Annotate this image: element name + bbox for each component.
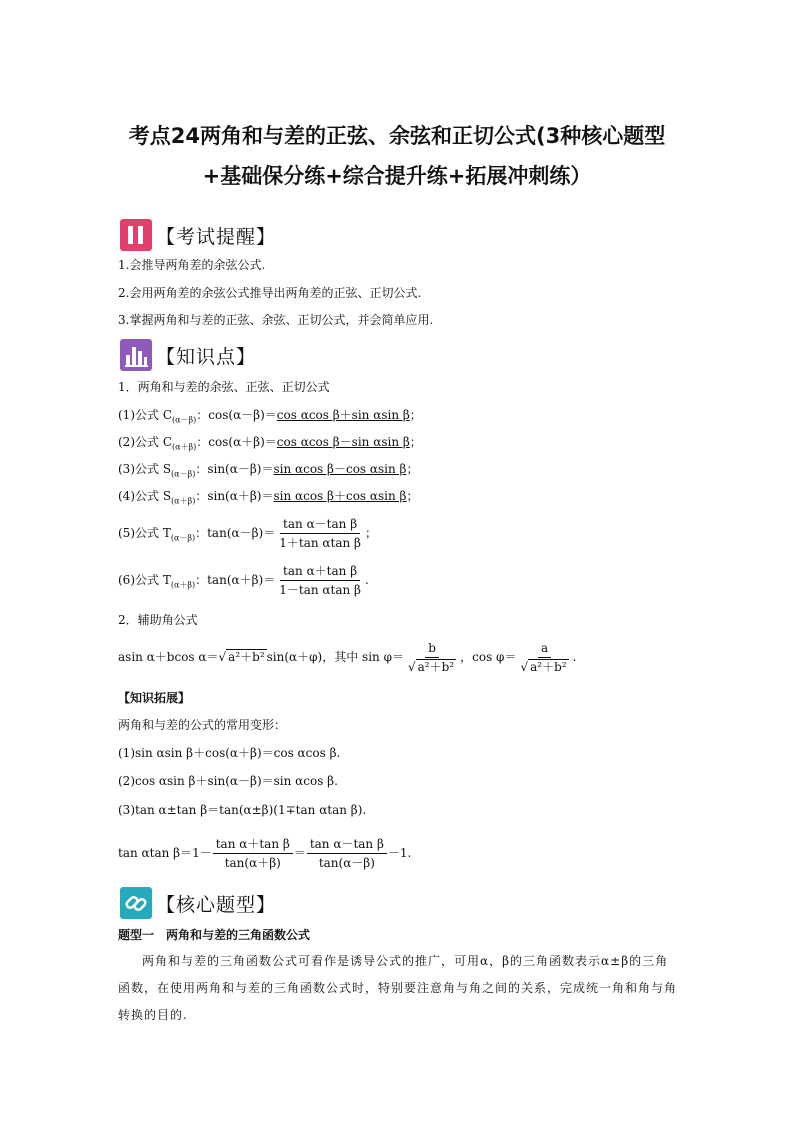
formula-t-plus: (6)公式 $T_{(\alpha+\beta)}$：tan(α＋β)＝ $\frac{\text{tan α＋tan β}}{\text{1－tan αtan β}}$ . (118, 564, 369, 597)
extension-item-3: (3)tan α±tan β＝tan(α±β)(1∓tan αtan β). (118, 803, 367, 817)
section-label-knowledge: 【知识点】 (156, 345, 257, 368)
formula-s-plus: (4)公式 $S_{(\alpha+\beta)}$：sin(α＋β)＝sin αcos β＋cos αsin β； (118, 489, 419, 506)
fraction: $\frac{\text{tan α－tan β}}{\tan(\alpha-\beta)}$ (307, 836, 387, 871)
knowledge-heading-2: 2．辅助角公式 (118, 613, 198, 627)
bar-chart-icon (120, 339, 152, 371)
extension-heading: 【知识拓展】 (118, 691, 191, 705)
formula-s-minus: (3)公式 $S_{(\alpha-\beta)}$：sin(α－β)＝sin αcos β－cos αsin β； (118, 462, 419, 479)
reminder-item-1: 1.会推导两角差的余弦公式. (118, 258, 266, 272)
reminder-item-3: 3.掌握两角和与差的正弦、余弦、正切公式，并会简单应用. (118, 313, 434, 327)
section-header-knowledge (120, 338, 256, 372)
auxiliary-angle-formula: asin α＋bcos α＝√ a²＋b² sin(α＋φ)，其中 sin φ＝ $\frac{b}{\text{√ a²＋b²}}$ ，cos φ＝ $\frac{a}{\text{√ a²＋b²}}$ . (118, 641, 577, 674)
formula-c-plus: (2)公式 $C_{(\alpha+\beta)}$：cos(α＋β)＝cos αcos β－sin αsin β； (118, 435, 422, 452)
fraction: $\frac{\text{tan α－tan β}}{\text{1＋tan αtan β}}$ (279, 517, 361, 550)
formula-t-minus: (5)公式 $T_{(\alpha-\beta)}$：tan(α－β)＝ $\frac{\text{tan α－tan β}}{\text{1＋tan αtan β}}$ ； (118, 517, 377, 550)
formula-c-minus: (1)公式 $C_{(\alpha-\beta)}$：cos(α－β)＝cos αcos β＋sin αsin β； (118, 408, 422, 425)
extension-intro: 两角和与差的公式的常用变形： (118, 718, 287, 732)
knowledge-heading-1: 1．两角和与差的余弦、正弦、正切公式 (118, 380, 330, 394)
section-label-reminder: 【考试提醒】 (156, 225, 277, 248)
pause-icon (120, 219, 152, 251)
page-title-line-1: 考点24两角和与差的正弦、余弦和正切公式(3种核心题型 (128, 124, 666, 148)
question-type-1-heading: 题型一 两角和与差的三角函数公式 (118, 928, 311, 942)
fraction: $\frac{a}{\text{√ a²＋b²}}$ (520, 641, 567, 674)
section-header-reminder (120, 218, 276, 252)
page-title-line-2: +基础保分练+综合提升练+拓展冲刺练） (202, 164, 592, 188)
fraction: $\frac{\text{tan α＋tan β}}{\text{1－tan αtan β}}$ (279, 564, 361, 597)
extension-item-2: (2)cos αsin β＋sin(α－β)＝sin αcos β. (118, 774, 338, 788)
extension-item-4: tan αtan β＝1－ $\frac{\text{tan α＋tan β}}{\tan(\alpha+\beta)}$ ＝ $\frac{\text{tan α－tan β}}{\tan(\alpha-\beta)}$ －1. (118, 837, 412, 870)
question-type-1-description: 两角和与差的三角函数公式可看作是诱导公式的推广，可用α，β的三角函数表示α±β的三角函数，在使用两角和与差的三角函数公式时，特别要注意角与角之间的关系，完成统一角和角与角转换的目的. (118, 954, 678, 1022)
extension-item-1: (1)sin αsin β＋cos(α＋β)＝cos αcos β. (118, 746, 341, 760)
section-label-core: 【核心题型】 (156, 893, 277, 916)
section-header-core (120, 886, 276, 920)
fraction: $\frac{b}{\text{√ a²＋b²}}$ (408, 641, 455, 674)
link-icon (120, 887, 152, 919)
fraction: $\frac{\text{tan α＋tan β}}{\tan(\alpha+\beta)}$ (213, 836, 293, 871)
reminder-item-2: 2.会用两角差的余弦公式推导出两角差的正弦、正切公式. (118, 286, 422, 300)
